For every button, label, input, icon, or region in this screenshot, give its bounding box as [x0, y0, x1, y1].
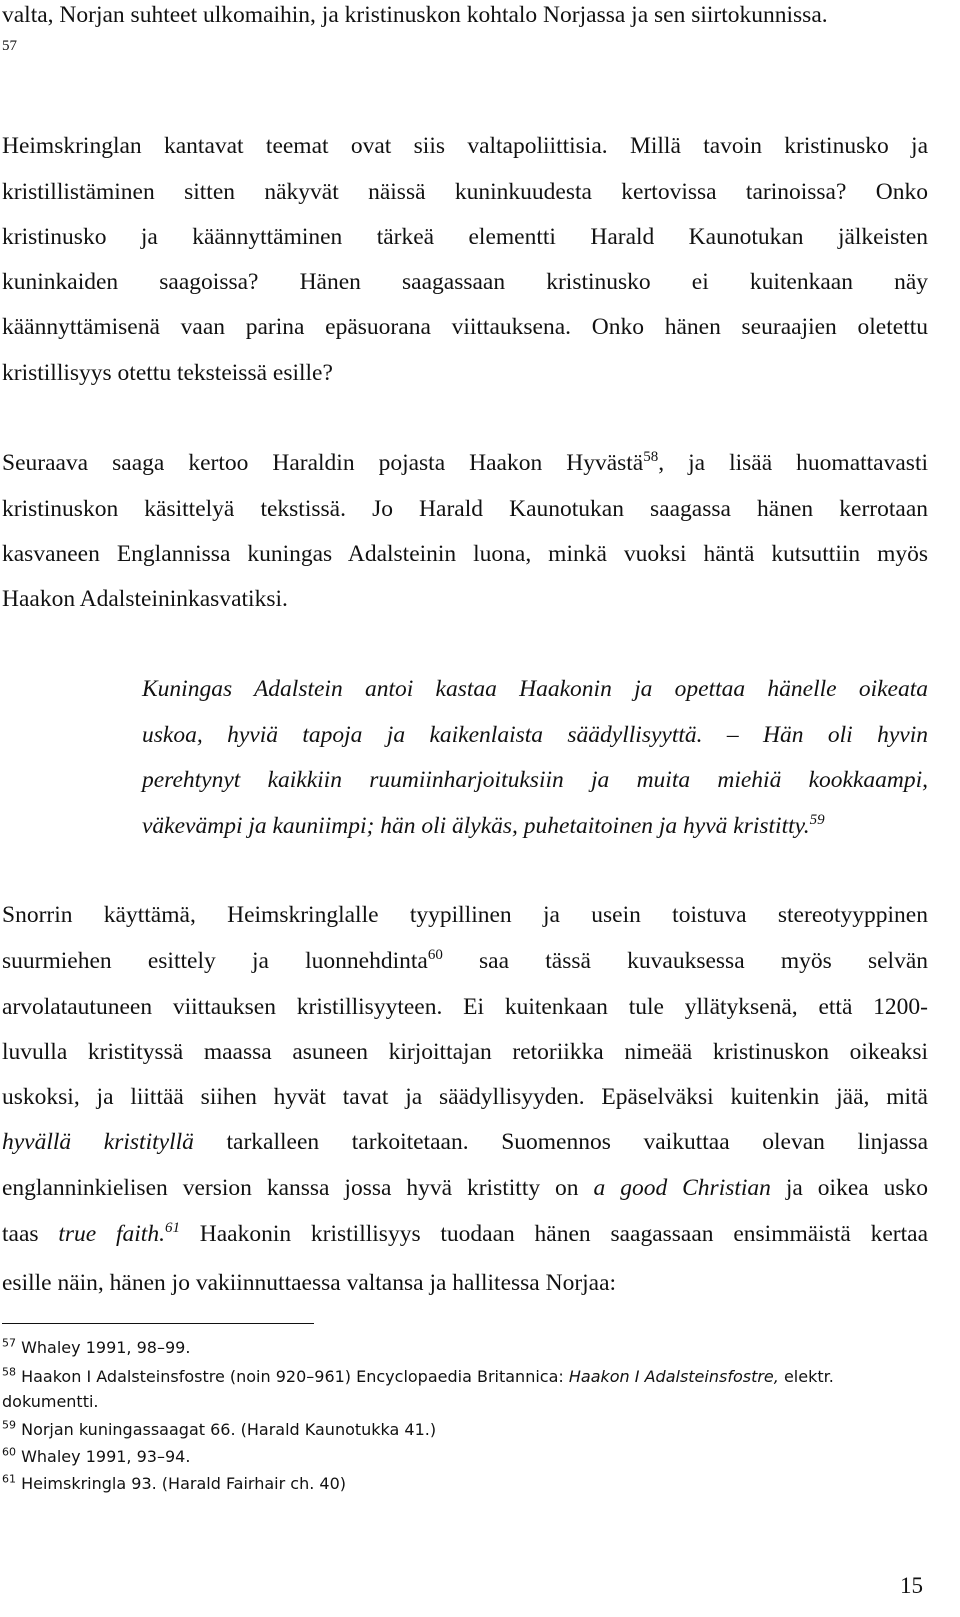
- footnote-58-continued: [2, 1391, 928, 1413]
- footnote-57: [2, 1337, 928, 1359]
- body-line: uskoksi, ja liittää siihen hyvät tavat ja säädyllisyyden. Epäselväksi kuitenkin jää, mitä: [2, 1084, 928, 1110]
- text-run: tarkalleen tarkoitetaan. Suomennos vaikuttaa olevan linjassa: [226, 1129, 929, 1155]
- footnote-ref-58: 58: [643, 449, 659, 466]
- footnote-italic: Haakon I Adalsteinsfostre,: [568, 1367, 779, 1386]
- text-run: väkevämpi ja kauniimpi; hän oli älykäs, puhetaitoinen ja hyvä kristitty.: [142, 813, 810, 839]
- body-line: [2, 946, 928, 976]
- footnote-text: elektr.: [778, 1367, 834, 1386]
- text-run: ja oikea usko: [785, 1175, 929, 1201]
- footnote-number: 58: [2, 1365, 16, 1379]
- footnote-number: 59: [2, 1418, 16, 1432]
- footnote-ref-60: 60: [427, 947, 443, 964]
- body-line: kristillisyys otettu teksteissä esille?: [2, 360, 333, 386]
- body-line: Haakon Adalsteininkasvatiksi.: [2, 586, 288, 612]
- page-number: 15: [900, 1573, 923, 1598]
- footnote-number: 57: [2, 1336, 16, 1350]
- body-line: kristinusko ja käännyttäminen tärkeä elementti Harald Kaunotukan jälkeisten: [2, 224, 928, 250]
- footnote-59: [2, 1419, 928, 1441]
- footnote-61: [2, 1473, 928, 1495]
- footnote-text: dokumentti.: [2, 1392, 99, 1411]
- text-run: suurmiehen esittely ja luonnehdinta: [2, 948, 428, 974]
- footnote-number: 61: [2, 1472, 16, 1486]
- body-line: luvulla kristityssä maassa asuneen kirjoittajan retoriikka nimeää kristinuskon oikeaksi: [2, 1039, 928, 1065]
- footnote-ref-59: 59: [809, 812, 825, 829]
- footnote-ref-61: 61: [164, 1220, 180, 1237]
- body-line: [2, 1219, 928, 1249]
- footnote-separator: [2, 1323, 314, 1324]
- body-line: [2, 1127, 928, 1157]
- footnote-number: 60: [2, 1445, 16, 1459]
- text-run: Haakonin kristillisyys tuodaan hänen saagassaan ensimmäistä kertaa: [199, 1221, 928, 1247]
- quote-line: Kuningas Adalstein antoi kastaa Haakonin ja opettaa hänelle oikeata: [142, 676, 928, 702]
- quote-line: [142, 811, 928, 841]
- body-line: kristillistäminen sitten näkyvät näissä kuninkuudesta kertovissa tarinoissa? Onko: [2, 179, 928, 205]
- text-run: Seuraava saaga kertoo Haraldin pojasta Haakon Hyvästä: [2, 450, 644, 476]
- quote-line: uskoa, hyviä tapoja ja kaikenlaista säädyllisyyttä. – Hän oli hyvin: [142, 722, 928, 748]
- body-line: [2, 1173, 928, 1203]
- text-run: saa tässä kuvauksessa myös selvän: [479, 948, 929, 974]
- body-line: Heimskringlan kantavat teemat ovat siis valtapoliittisia. Millä tavoin kristinusko ja: [2, 133, 928, 159]
- quote-line: perehtynyt kaikkiin ruumiinharjoituksiin ja muita miehiä kookkaampi,: [142, 767, 928, 793]
- italic-run: hyvällä kristityllä: [2, 1129, 194, 1155]
- body-line: Snorrin käyttämä, Heimskringlalle tyypillinen ja usein toistuva stereotyyppinen: [2, 902, 928, 928]
- footnote-58: [2, 1366, 928, 1388]
- italic-run: true faith.$^{61}$: [58, 1220, 180, 1247]
- footnote-text: Whaley 1991, 98–99.: [21, 1338, 191, 1357]
- footnote-ref-57: 57: [2, 38, 17, 54]
- italic-run: a good Christian: [593, 1175, 771, 1201]
- text-run: , ja lisää huomattavasti: [658, 450, 928, 476]
- body-line: käännyttämisenä vaan parina epäsuorana viittauksena. Onko hänen seuraajien oletettu: [2, 314, 928, 340]
- body-line: arvolatautuneen viittauksen kristillisyyteen. Ei kuitenkaan tule yllätyksenä, että 1200-: [2, 994, 928, 1020]
- body-line: valta, Norjan suhteet ulkomaihin, ja kristinuskon kohtalo Norjassa ja sen siirtokunnissa.: [2, 2, 828, 28]
- footnote-60: [2, 1446, 928, 1468]
- body-line: [2, 448, 928, 478]
- body-line: kasvaneen Englannissa kuningas Adalsteinin luona, minkä vuoksi häntä kutsuttiin myös: [2, 541, 928, 567]
- footnote-text: Whaley 1991, 93–94.: [21, 1447, 191, 1466]
- text-run: taas: [2, 1221, 39, 1247]
- body-line: esille näin, hänen jo vakiinnuttaessa valtansa ja hallitessa Norjaa:: [2, 1270, 617, 1296]
- footnote-text: Norjan kuningassaagat 66. (Harald Kaunotukka 41.): [21, 1420, 437, 1439]
- footnote-text: Haakon I Adalsteinsfostre (noin 920–961) Encyclopaedia Britannica:: [21, 1367, 569, 1386]
- body-line: kristinuskon käsittelyä tekstissä. Jo Harald Kaunotukan saagassa hänen kerrotaan: [2, 496, 928, 522]
- text-run: englanninkielisen version kanssa jossa hyvä kristitty on: [2, 1175, 579, 1201]
- footnote-text: Heimskringla 93. (Harald Fairhair ch. 40): [21, 1474, 346, 1493]
- body-line: kuninkaiden saagoissa? Hänen saagassaan kristinusko ei kuitenkaan näy: [2, 269, 928, 295]
